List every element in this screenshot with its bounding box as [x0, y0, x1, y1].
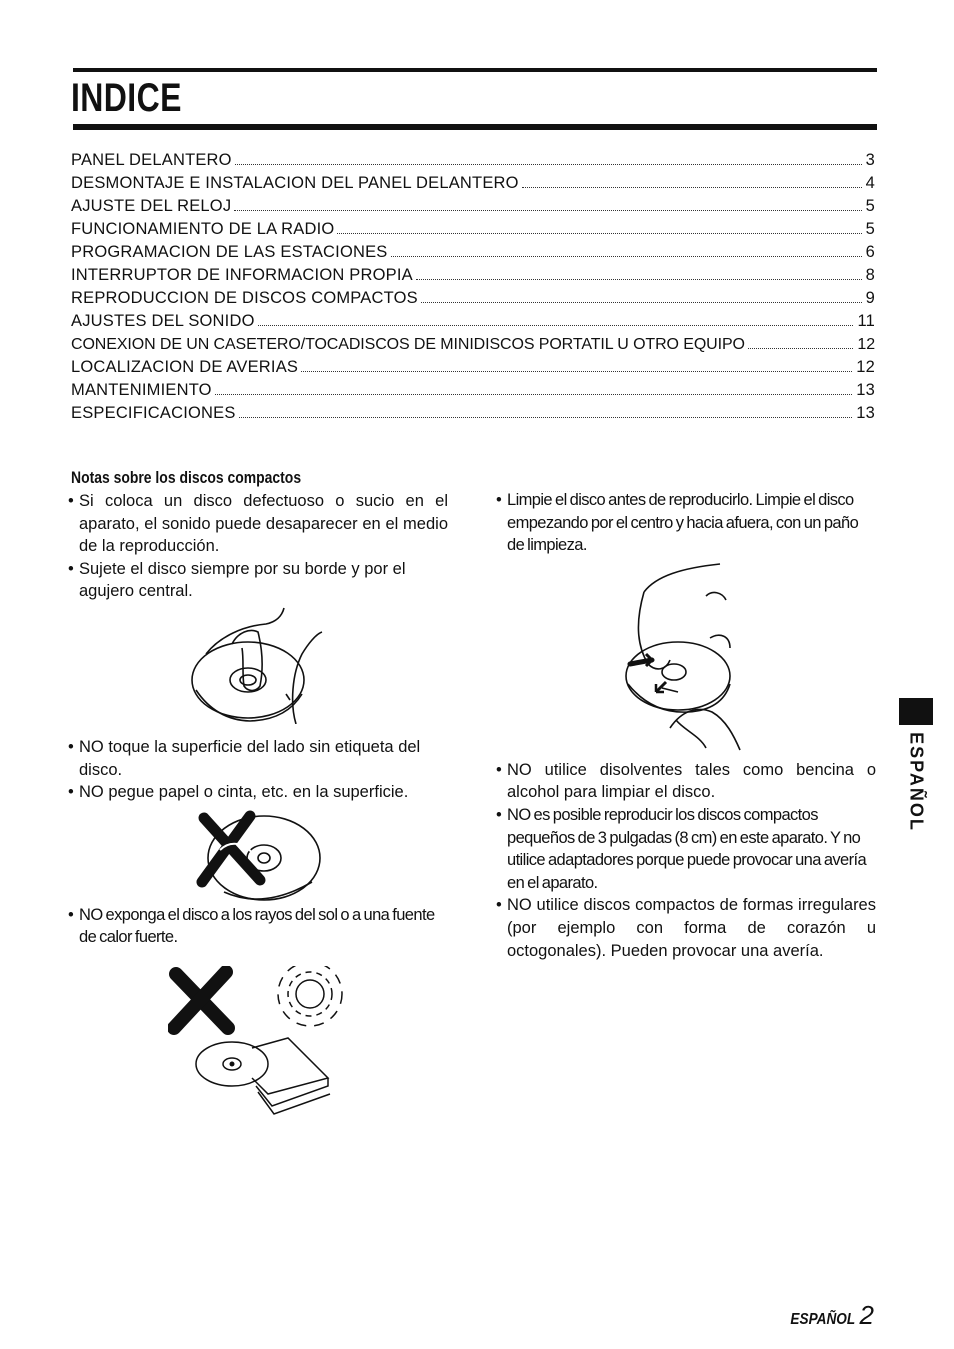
- note-item: • NO utilice disolventes tales como bencina o alcohol para limpiar el disco.: [496, 759, 876, 804]
- no-touch-illustration: [194, 810, 324, 906]
- toc-page: 5: [865, 220, 875, 238]
- toc-entry[interactable]: [71, 149, 875, 172]
- toc-entry[interactable]: [71, 172, 875, 195]
- toc-page: 11: [857, 312, 875, 330]
- toc-entry[interactable]: [71, 264, 875, 287]
- note-item: • Limpie el disco antes de reproducirlo. Limpie el disco empezando por el centro y hacia afuera, con un paño de limpieza.: [496, 489, 876, 557]
- title-rule-top: [73, 68, 877, 72]
- toc-leader: [234, 210, 861, 211]
- toc-entry[interactable]: [71, 241, 875, 264]
- toc-page: 5: [865, 197, 875, 215]
- toc-leader: [748, 348, 854, 349]
- toc-page: 13: [856, 404, 875, 422]
- toc-page: 9: [865, 289, 875, 307]
- sun-exposure-illustration: [168, 966, 358, 1126]
- table-of-contents: [71, 149, 875, 425]
- toc-label: CONEXION DE UN CASETERO/TOCADISCOS DE MINIDISCOS PORTATIL U OTRO EQUIPO: [71, 336, 745, 353]
- toc-entry[interactable]: [71, 402, 875, 425]
- page-title: INDICE: [71, 76, 182, 120]
- toc-leader: [337, 233, 861, 234]
- toc-label: AJUSTE DEL RELOJ: [71, 197, 232, 215]
- toc-page: 4: [865, 174, 875, 192]
- language-tab-label: ESPAÑOL: [906, 732, 927, 832]
- note-item: • NO toque la superficie del lado sin etiqueta del disco.: [68, 736, 448, 781]
- toc-page: 3: [865, 151, 875, 169]
- note-item: • NO utilice discos compactos de formas irregulares (por ejemplo con forma de corazón u octogonales). Pueden provocar una avería.: [496, 894, 876, 962]
- toc-leader: [391, 256, 862, 257]
- toc-label: FUNCIONAMIENTO DE LA RADIO: [71, 220, 335, 238]
- note-item: • NO es posible reproducir los discos compactos pequeños de 3 pulgadas (8 cm) en este aparato. Y no utilice adaptadores porque puede provocar una avería en el aparato.: [496, 804, 876, 894]
- toc-entry[interactable]: [71, 195, 875, 218]
- toc-label: DESMONTAJE E INSTALACION DEL PANEL DELANTERO: [71, 174, 519, 192]
- note-item: • NO exponga el disco a los rayos del sol o a una fuente de calor fuerte.: [68, 904, 448, 949]
- toc-entry[interactable]: [71, 310, 875, 333]
- toc-label: PANEL DELANTERO: [71, 151, 232, 169]
- toc-entry[interactable]: [71, 379, 875, 402]
- toc-leader: [258, 325, 854, 326]
- note-item: • Si coloca un disco defectuoso o sucio en el aparato, el sonido puede desaparecer en el medio de la reproducción.: [68, 490, 448, 558]
- footer-language: ESPAÑOL: [790, 1311, 856, 1328]
- toc-leader: [215, 394, 853, 395]
- note-item: • NO pegue papel o cinta, etc. en la superficie.: [68, 781, 448, 804]
- toc-label: INTERRUPTOR DE INFORMACION PROPIA: [71, 266, 413, 284]
- language-tab-marker: [899, 698, 933, 725]
- disc-hold-illustration: [186, 604, 326, 724]
- title-rule-bottom: [73, 124, 877, 130]
- toc-entry[interactable]: [71, 287, 875, 310]
- toc-label: PROGRAMACION DE LAS ESTACIONES: [71, 243, 388, 261]
- toc-entry[interactable]: [71, 356, 875, 379]
- toc-leader: [239, 417, 853, 418]
- page-footer: [779, 1300, 874, 1331]
- toc-entry[interactable]: [71, 333, 875, 356]
- toc-leader: [301, 371, 852, 372]
- toc-leader: [235, 164, 862, 165]
- toc-page: 12: [856, 358, 875, 376]
- toc-page: 12: [857, 336, 875, 353]
- toc-label: REPRODUCCION DE DISCOS COMPACTOS: [71, 289, 418, 307]
- toc-leader: [421, 302, 862, 303]
- note-item: • Sujete el disco siempre por su borde y por el agujero central.: [68, 558, 448, 603]
- cleaning-illustration: [622, 560, 752, 756]
- toc-label: ESPECIFICACIONES: [71, 404, 236, 422]
- toc-leader: [416, 279, 862, 280]
- toc-page: 13: [856, 381, 875, 399]
- toc-page: 8: [865, 266, 875, 284]
- toc-label: AJUSTES DEL SONIDO: [71, 312, 255, 330]
- toc-leader: [522, 187, 862, 188]
- toc-label: LOCALIZACION DE AVERIAS: [71, 358, 299, 376]
- toc-page: 6: [865, 243, 875, 261]
- page-number: 2: [859, 1300, 874, 1330]
- notes-heading: Notas sobre los discos compactos: [71, 468, 302, 487]
- toc-label: MANTENIMIENTO: [71, 381, 212, 399]
- toc-entry[interactable]: [71, 218, 875, 241]
